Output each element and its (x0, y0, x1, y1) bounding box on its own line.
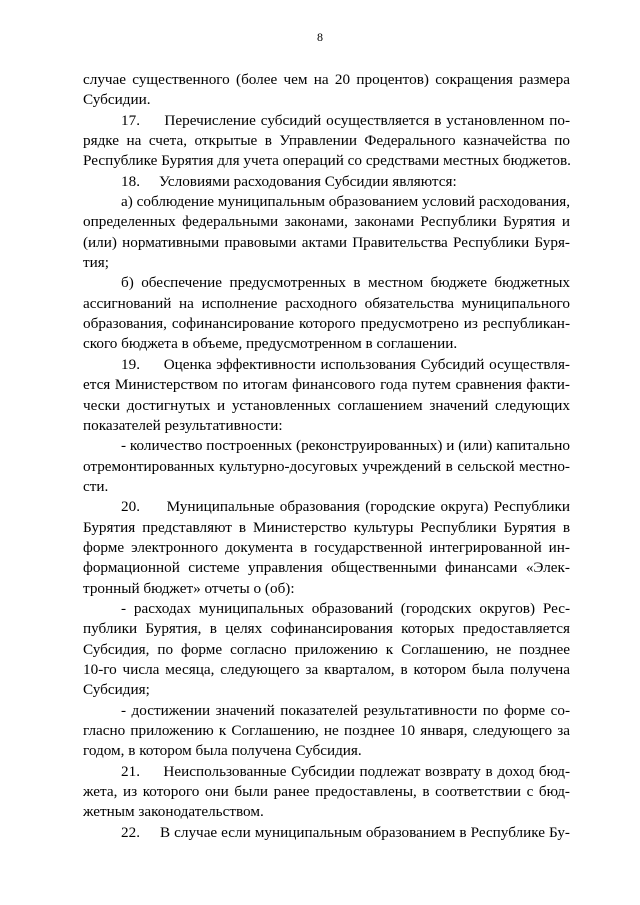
text-line: ского бюджета в объеме, предусмотренном в соглашении. (83, 335, 458, 353)
text-line: чески достигнутых и установленных соглашением значений следующих (83, 396, 570, 414)
text-line: 18. Условиями расходования Субсидии являются: (121, 172, 457, 190)
text-line: отремонтированных культурно-досуговых учреждений в сельской местно- (83, 457, 570, 475)
text-line: 17. Перечисление субсидий осуществляется в установленном по- (121, 111, 570, 129)
text-line: образования, софинансирование которого предусмотрено из республикан- (83, 315, 570, 333)
text-line: Субсидия, по форме согласно приложению к Соглашению, не позднее (83, 640, 570, 658)
text-line: 20. Муниципальные образования (городские округа) Республики (121, 498, 570, 516)
text-line: форме электронного документа в государственной интегрированной ин- (83, 538, 570, 556)
text-line: а) соблюдение муниципальным образованием условий расходования, (121, 193, 570, 211)
text-line: Субсидии. (83, 91, 151, 109)
text-line: - расходах муниципальных образований (городских округов) Рес- (121, 599, 570, 617)
text-line: тия; (83, 254, 109, 272)
text-line: Субсидия; (83, 681, 150, 699)
text-line: жетным законодательством. (83, 803, 264, 821)
text-line: (или) нормативными правовыми актами Правительства Республики Буря- (83, 233, 570, 251)
text-line: публики Бурятия, в целях софинансирования которых предоставляется (83, 620, 570, 638)
text-line: годом, в котором была получена Субсидия. (83, 742, 362, 760)
text-line: Республике Бурятия для учета операций со средствами местных бюджетов. (83, 152, 571, 170)
page-number: 8 (317, 30, 323, 44)
text-line: 21. Неиспользованные Субсидии подлежат возврату в доход бюд- (121, 762, 570, 780)
text-line: формационной системе управления общественными финансами «Элек- (83, 559, 570, 577)
text-line: определенных федеральными законами, законами Республики Бурятия и (83, 213, 570, 231)
text-line: показателей результативности: (83, 416, 283, 434)
document-body (83, 70, 570, 843)
text-line: 19. Оценка эффективности использования Субсидий осуществля- (121, 355, 570, 373)
text-line: гласно приложению к Соглашению, не позднее 10 января, следующего за (83, 722, 570, 739)
text-line: Бурятия представляют в Министерство культуры Республики Бурятия в (83, 518, 570, 536)
text-line: жета, из которого они были ранее предоставлены, в соответствии с бюд- (83, 783, 570, 801)
text-line: - количество построенных (реконструированных) и (или) капитально (121, 437, 570, 455)
text-line: тронный бюджет» отчеты о (об): (83, 579, 295, 597)
text-line: б) обеспечение предусмотренных в местном бюджете бюджетных (121, 274, 570, 292)
text-line: ассигнований на исполнение расходного обязательства муниципального (83, 294, 570, 312)
text-line: сти. (83, 477, 109, 495)
text-line: рядке на счета, открытые в Управлении Федерального казначейства по (83, 132, 570, 150)
text-line: - достижении значений показателей результативности по форме со- (121, 701, 570, 719)
text-line: случае существенного (более чем на 20 процентов) сокращения размера (83, 71, 570, 88)
text-line: ется Министерством по итогам финансового года путем сравнения факти- (83, 376, 570, 394)
text-line: 10-го числа месяца, следующего за кварталом, в котором была получена (83, 660, 570, 678)
text-line: 22. В случае если муниципальным образованием в Республике Бу- (121, 823, 570, 841)
